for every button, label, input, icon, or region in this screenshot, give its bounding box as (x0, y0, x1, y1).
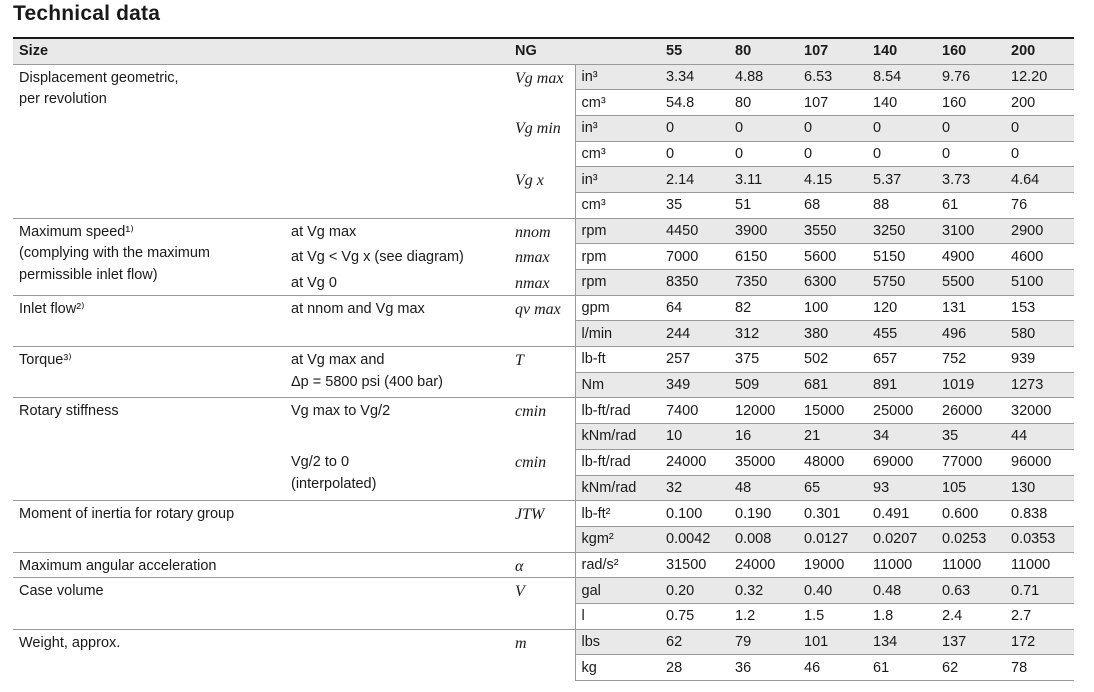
value-cell: 0.0207 (867, 526, 936, 552)
value-cell: 5.37 (867, 167, 936, 193)
value-cell: 3.34 (660, 64, 729, 90)
symbol: Vg min (515, 120, 561, 138)
symbol: V (509, 578, 575, 629)
unit: cm³ (575, 90, 660, 116)
parameter-name (13, 578, 285, 629)
value-cell: 7000 (660, 244, 729, 270)
cell-line: per revolution (19, 91, 107, 107)
cell-line: Vg max to Vg/2 (291, 403, 391, 420)
condition (285, 629, 509, 680)
value-cell: 0.20 (660, 578, 729, 604)
value-cell: 69000 (867, 449, 936, 475)
condition (285, 578, 509, 629)
table-row (13, 218, 1074, 244)
value-cell: 4.88 (729, 64, 798, 90)
value-cell: 8.54 (867, 64, 936, 90)
value-cell: 107 (798, 90, 867, 116)
value-cell: 0.491 (867, 501, 936, 527)
value-cell: 0.0042 (660, 526, 729, 552)
parameter-name (13, 64, 285, 218)
unit: rad/s² (575, 552, 660, 578)
value-cell: 24000 (729, 552, 798, 578)
value-cell: 79 (729, 629, 798, 655)
unit: Nm (575, 372, 660, 398)
value-cell: 26000 (936, 398, 1005, 424)
value-cell: 0.600 (936, 501, 1005, 527)
value-cell: 0 (729, 115, 798, 141)
condition (285, 295, 509, 346)
value-cell: 35000 (729, 449, 798, 475)
value-cell: 0.40 (798, 578, 867, 604)
cell-line: at Vg < Vg x (see diagram) (291, 248, 464, 265)
unit: in³ (575, 167, 660, 193)
value-cell: 12.20 (1005, 64, 1074, 90)
value-cell: 2.4 (936, 603, 1005, 629)
value-cell: 130 (1005, 475, 1074, 501)
value-cell: 9.76 (936, 64, 1005, 90)
value-cell: 0 (660, 115, 729, 141)
cell-line: Δp = 5800 psi (400 bar) (291, 373, 443, 390)
value-cell: 88 (867, 192, 936, 218)
cell-line: Moment of inertia for rotary group (19, 506, 235, 523)
condition (285, 501, 509, 552)
value-cell: 7350 (729, 270, 798, 296)
unit: in³ (575, 115, 660, 141)
symbol: JTW (509, 501, 575, 552)
parameter-name (13, 501, 285, 552)
unit: lb-ft (575, 347, 660, 373)
value-cell: 19000 (798, 552, 867, 578)
header-size: Size (13, 38, 285, 64)
value-cell: 51 (729, 192, 798, 218)
condition (285, 270, 509, 296)
condition (285, 347, 509, 398)
symbol: Vg x (515, 171, 544, 189)
value-cell: 0.71 (1005, 578, 1074, 604)
cell-line: (interpolated) (291, 475, 377, 492)
value-cell: 11000 (936, 552, 1005, 578)
parameter-name (13, 347, 285, 398)
unit: l (575, 603, 660, 629)
value-cell: 0.0353 (1005, 526, 1074, 552)
cell-line: Maximum speed¹⁾ (19, 223, 134, 240)
value-cell: 0 (936, 141, 1005, 167)
unit: lbs (575, 629, 660, 655)
value-cell: 200 (1005, 90, 1074, 116)
value-cell: 96000 (1005, 449, 1074, 475)
value-cell: 3.11 (729, 167, 798, 193)
value-cell: 2.14 (660, 167, 729, 193)
value-cell: 580 (1005, 321, 1074, 347)
value-cell: 35 (936, 424, 1005, 450)
value-cell: 1019 (936, 372, 1005, 398)
table-row (13, 398, 1074, 424)
unit: rpm (575, 244, 660, 270)
value-cell: 3250 (867, 218, 936, 244)
value-cell: 2900 (1005, 218, 1074, 244)
value-cell: 6300 (798, 270, 867, 296)
parameter-name (13, 629, 285, 680)
value-cell: 140 (867, 90, 936, 116)
value-cell: 61 (936, 192, 1005, 218)
value-cell: 1.8 (867, 603, 936, 629)
header-size-value: 140 (867, 38, 936, 64)
symbol: α (509, 552, 575, 578)
cell-line: permissible inlet flow) (19, 266, 158, 283)
value-cell: 21 (798, 424, 867, 450)
value-cell: 496 (936, 321, 1005, 347)
value-cell: 0 (729, 141, 798, 167)
value-cell: 160 (936, 90, 1005, 116)
value-cell: 0 (1005, 141, 1074, 167)
value-cell: 0.0253 (936, 526, 1005, 552)
cell-line: Rotary stiffness (19, 403, 119, 420)
value-cell: 6.53 (798, 64, 867, 90)
value-cell: 54.8 (660, 90, 729, 116)
value-cell: 77000 (936, 449, 1005, 475)
page-title: Technical data (13, 2, 161, 25)
header-ng: NG (509, 38, 575, 64)
header-size-value: 80 (729, 38, 798, 64)
value-cell: 62 (660, 629, 729, 655)
cell-line: Inlet flow²⁾ (19, 300, 85, 317)
value-cell: 35 (660, 192, 729, 218)
value-cell: 82 (729, 295, 798, 321)
value-cell: 120 (867, 295, 936, 321)
unit: gpm (575, 295, 660, 321)
header-row (13, 38, 1074, 64)
value-cell: 375 (729, 347, 798, 373)
value-cell: 32 (660, 475, 729, 501)
parameter-name (13, 218, 285, 295)
table-row (13, 629, 1074, 655)
value-cell: 509 (729, 372, 798, 398)
cell-line: at Vg max (291, 223, 357, 240)
value-cell: 0 (867, 115, 936, 141)
value-cell: 3.73 (936, 167, 1005, 193)
value-cell: 3100 (936, 218, 1005, 244)
cell-line: at Vg 0 (291, 274, 337, 291)
symbol: nmax (515, 274, 550, 292)
value-cell: 78 (1005, 655, 1074, 681)
value-cell: 0.100 (660, 501, 729, 527)
value-cell: 105 (936, 475, 1005, 501)
unit: lb-ft/rad (575, 398, 660, 424)
symbol: cmin (515, 454, 547, 472)
unit: in³ (575, 64, 660, 90)
value-cell: 0.63 (936, 578, 1005, 604)
table-row (13, 295, 1074, 321)
symbol: T (509, 347, 575, 398)
symbol: nnom (509, 218, 575, 244)
cell-line: at Vg max and (291, 352, 385, 369)
value-cell: 4.15 (798, 167, 867, 193)
parameter-name (13, 295, 285, 346)
value-cell: 48 (729, 475, 798, 501)
value-cell: 44 (1005, 424, 1074, 450)
value-cell: 0 (936, 115, 1005, 141)
header-size-value: 200 (1005, 38, 1074, 64)
unit: kNm/rad (575, 475, 660, 501)
value-cell: 134 (867, 629, 936, 655)
cell-line: (complying with the maximum (19, 245, 210, 262)
value-cell: 0.008 (729, 526, 798, 552)
value-cell: 0 (798, 141, 867, 167)
value-cell: 28 (660, 655, 729, 681)
unit: lb-ft/rad (575, 449, 660, 475)
value-cell: 1.5 (798, 603, 867, 629)
unit: kgm² (575, 526, 660, 552)
header-size-value: 160 (936, 38, 1005, 64)
value-cell: 0 (660, 141, 729, 167)
value-cell: 101 (798, 629, 867, 655)
value-cell: 5500 (936, 270, 1005, 296)
unit: kNm/rad (575, 424, 660, 450)
value-cell: 244 (660, 321, 729, 347)
value-cell: 0.0127 (798, 526, 867, 552)
value-cell: 380 (798, 321, 867, 347)
unit: rpm (575, 218, 660, 244)
symbol: Vg max (509, 64, 575, 115)
value-cell: 0.48 (867, 578, 936, 604)
unit: cm³ (575, 141, 660, 167)
unit: rpm (575, 270, 660, 296)
value-cell: 65 (798, 475, 867, 501)
value-cell: 61 (867, 655, 936, 681)
value-cell: 0 (867, 141, 936, 167)
value-cell: 455 (867, 321, 936, 347)
cell-line: Displacement geometric, (19, 69, 179, 86)
value-cell: 1273 (1005, 372, 1074, 398)
value-cell: 5150 (867, 244, 936, 270)
value-cell: 131 (936, 295, 1005, 321)
value-cell: 10 (660, 424, 729, 450)
value-cell: 16 (729, 424, 798, 450)
value-cell: 62 (936, 655, 1005, 681)
cell-line: Vg/2 to 0 (291, 454, 350, 471)
value-cell: 657 (867, 347, 936, 373)
unit: gal (575, 578, 660, 604)
value-cell: 4900 (936, 244, 1005, 270)
value-cell: 15000 (798, 398, 867, 424)
value-cell: 32000 (1005, 398, 1074, 424)
value-cell: 100 (798, 295, 867, 321)
table-row (13, 501, 1074, 527)
value-cell: 3550 (798, 218, 867, 244)
value-cell: 681 (798, 372, 867, 398)
cell-line: Torque³⁾ (19, 352, 72, 369)
symbol: nmax (515, 248, 550, 266)
value-cell: 939 (1005, 347, 1074, 373)
value-cell: 12000 (729, 398, 798, 424)
symbol: m (509, 629, 575, 680)
value-cell: 64 (660, 295, 729, 321)
value-cell: 4450 (660, 218, 729, 244)
value-cell: 11000 (1005, 552, 1074, 578)
value-cell: 68 (798, 192, 867, 218)
table-row (13, 578, 1074, 604)
value-cell: 5600 (798, 244, 867, 270)
header-unit-empty (575, 38, 660, 64)
value-cell: 502 (798, 347, 867, 373)
value-cell: 46 (798, 655, 867, 681)
value-cell: 0.838 (1005, 501, 1074, 527)
cell-line: Case volume (19, 583, 104, 600)
value-cell: 312 (729, 321, 798, 347)
condition (285, 244, 509, 270)
value-cell: 36 (729, 655, 798, 681)
parameter-name (13, 398, 285, 501)
value-cell: 137 (936, 629, 1005, 655)
condition (285, 64, 509, 218)
value-cell: 2.7 (1005, 603, 1074, 629)
header-size-value: 55 (660, 38, 729, 64)
symbol: qv max (509, 295, 575, 346)
value-cell: 76 (1005, 192, 1074, 218)
value-cell: 172 (1005, 629, 1074, 655)
value-cell: 0.301 (798, 501, 867, 527)
cell-line: Weight, approx. (19, 634, 121, 651)
condition (285, 552, 509, 578)
value-cell: 0.75 (660, 603, 729, 629)
value-cell: 48000 (798, 449, 867, 475)
value-cell: 4.64 (1005, 167, 1074, 193)
value-cell: 0.190 (729, 501, 798, 527)
value-cell: 31500 (660, 552, 729, 578)
table-row (13, 64, 1074, 90)
value-cell: 11000 (867, 552, 936, 578)
value-cell: 34 (867, 424, 936, 450)
value-cell: 0 (1005, 115, 1074, 141)
value-cell: 93 (867, 475, 936, 501)
value-cell: 257 (660, 347, 729, 373)
value-cell: 8350 (660, 270, 729, 296)
value-cell: 752 (936, 347, 1005, 373)
header-size-value: 107 (798, 38, 867, 64)
value-cell: 891 (867, 372, 936, 398)
table-row (13, 552, 1074, 578)
header-empty (285, 38, 509, 64)
unit: l/min (575, 321, 660, 347)
unit: lb-ft² (575, 501, 660, 527)
value-cell: 80 (729, 90, 798, 116)
value-cell: 0 (798, 115, 867, 141)
value-cell: 153 (1005, 295, 1074, 321)
technical-data-table (13, 37, 1074, 681)
value-cell: 24000 (660, 449, 729, 475)
cell-line: Maximum angular acceleration (19, 557, 217, 574)
parameter-name (13, 552, 285, 578)
value-cell: 4600 (1005, 244, 1074, 270)
condition (285, 218, 509, 244)
value-cell: 5750 (867, 270, 936, 296)
condition (285, 398, 509, 449)
unit: cm³ (575, 192, 660, 218)
table-row (13, 347, 1074, 373)
value-cell: 1.2 (729, 603, 798, 629)
condition (285, 449, 509, 500)
unit: kg (575, 655, 660, 681)
symbol: cmin (509, 398, 575, 449)
value-cell: 25000 (867, 398, 936, 424)
value-cell: 3900 (729, 218, 798, 244)
value-cell: 5100 (1005, 270, 1074, 296)
value-cell: 0.32 (729, 578, 798, 604)
value-cell: 6150 (729, 244, 798, 270)
value-cell: 349 (660, 372, 729, 398)
cell-line: at nnom and Vg max (291, 300, 425, 317)
value-cell: 7400 (660, 398, 729, 424)
